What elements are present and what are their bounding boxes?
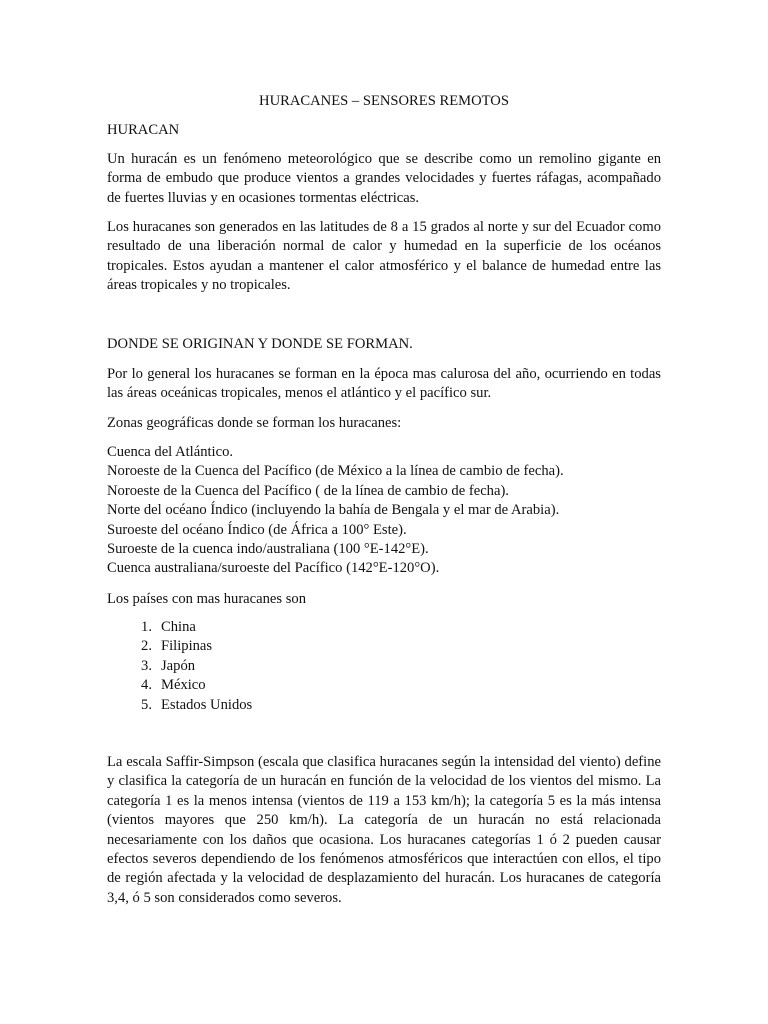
paragraph-definition: Un huracán es un fenómeno meteorológico que se describe como un remolino gigante en forma de embudo que produce vientos a grandes velocidades y fuertes ráfagas, acompañado de fuertes lluvias y en ocasiones tormentas eléctricas. [107,151,661,206]
zone-item: Noroeste de la Cuenca del Pacífico ( de la línea de cambio de fecha). [107,482,509,499]
zone-item: Norte del océano Índico (incluyendo la bahía de Bengala y el mar de Arabia). [107,502,560,519]
list-item: 2. Filipinas [141,638,213,655]
list-item: 5. Estados Unidos [141,696,253,713]
countries-list [107,618,252,715]
paragraph-saffir-simpson: La escala Saffir-Simpson (escala que clasifica huracanes según la intensidad del viento) define y clasifica la categoría de un huracán en función de la velocidad de los vientos del mismo. La categoría 1 es la menos intensa (vientos de 119 a 153 km/h); la categoría 5 es la más intensa (vientos mayores que 250 km/h). La categoría de un huracán no está relacionada necesariamente con los daños que ocasiona. Los huracanes categorías 1 ó 2 pueden causar efectos severos dependiendo de los fenómenos atmosféricos que interactúen con ellos, el tipo de región afectada y la velocidad de desplazamiento del huracán. Los huracanes de categoría 3,4, ó 5 son considerados como severos. [107,754,661,906]
zone-item: Cuenca australiana/suroeste del Pacífico (142°E-120°O). [107,560,440,577]
list-item: 3. Japón [141,657,196,674]
list-item: 4. México [141,677,206,694]
zone-item: Noroeste de la Cuenca del Pacífico (de México a la línea de cambio de fecha). [107,463,564,480]
zone-item: Suroeste del océano Índico (de África a 100° Este). [107,521,407,538]
section-heading-huracan: HURACAN [107,122,180,138]
zone-item: Cuenca del Atlántico. [107,444,234,460]
zones-intro: Zonas geográficas donde se forman los huracanes: [107,415,402,431]
section-heading-origin: DONDE SE ORIGINAN Y DONDE SE FORMAN. [107,336,413,352]
zones-list [107,443,707,579]
list-item: 1. China [141,619,196,635]
page-title: HURACANES – SENSORES REMOTOS [259,93,509,109]
zone-item: Suroeste de la cuenca indo/australiana (100 °E-142°E). [107,541,429,558]
paragraph-season: Por lo general los huracanes se forman en la época mas calurosa del año, ocurriendo en todas las áreas oceánicas tropicales, menos el atlántico y el pacífico sur. [107,366,661,402]
paragraph-origin-latitudes: Los huracanes son generados en las latitudes de 8 a 15 grados al norte y sur del Ecuador como resultado de una liberación normal de calor y humedad en la superficie de los océanos tropicales. Estos ayudan a mantener el calor atmosférico y el balance de humedad entre las áreas tropicales y no tropicales. [107,219,661,294]
countries-intro: Los países con mas huracanes son [107,591,306,607]
